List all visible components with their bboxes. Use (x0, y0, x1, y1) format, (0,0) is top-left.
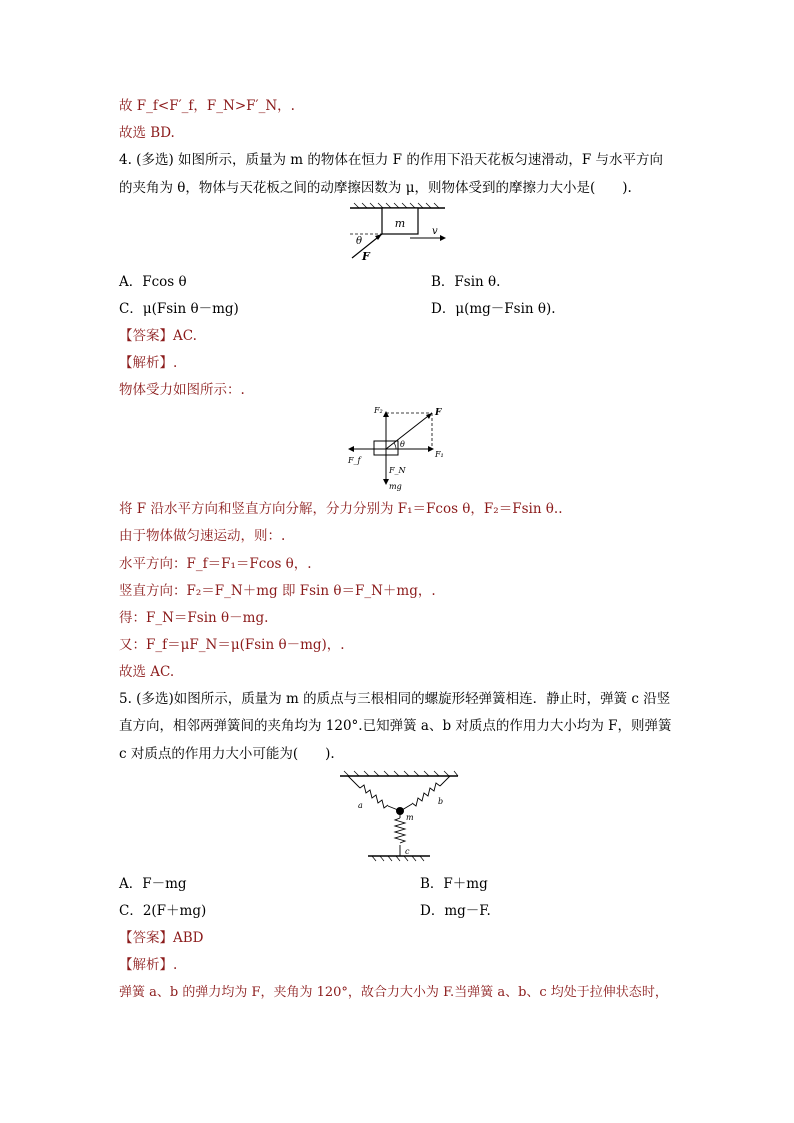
q4-option-c: C．μ(Fsin θ－mg) (119, 301, 239, 317)
fig2-f1-label: F₁ (435, 450, 444, 459)
fig3-b-label: b (438, 797, 444, 806)
q5-option-b: B．F＋mg (420, 876, 488, 892)
question-4-text-2: 的夹角为 θ，物体与天花板之间的动摩擦因数为 μ，则物体受到的摩擦力大小是( ). (119, 180, 632, 196)
fig1-m-label: m (394, 217, 406, 230)
explanation-4-line-8: 故选 AC. (119, 664, 175, 680)
explanation-4-line-6: 得：F_N＝Fsin θ－mg. (119, 610, 269, 626)
explanation-4-line-4: 水平方向：F_f＝F₁＝Fcos θ，. (119, 556, 312, 572)
q5-option-c: C．2(F＋mg) (119, 903, 207, 919)
explanation-4-heading: 【解析】. (119, 355, 178, 371)
explanation-4-line-3: 由于物体做匀速运动，则：. (119, 528, 286, 544)
answer-4: 【答案】AC. (119, 328, 197, 344)
question-5-text-3: c 对质点的作用力大小可能为( ). (119, 746, 335, 762)
line-choice-bd: 故选 BD. (119, 125, 175, 141)
q4-option-d: D．μ(mg－Fsin θ). (431, 301, 556, 317)
question-4-text-1: 4. (多选) 如图所示，质量为 m 的物体在恒力 F 的作用下沿天花板匀速滑动，F 与水平方向 (119, 152, 663, 168)
explanation-5-heading: 【解析】. (119, 957, 178, 973)
figure-block-ceiling (340, 200, 460, 270)
fig2-ff-label: F_f (348, 456, 361, 465)
explanation-4-line-1: 物体受力如图所示：. (119, 382, 245, 398)
figure-three-springs (330, 768, 470, 868)
fig1-v-label: v (432, 226, 438, 237)
question-5-text-1: 5. (多选)如图所示，质量为 m 的质点与三根相同的螺旋形轻弹簧相连．静止时，弹簧 c 沿竖 (119, 691, 671, 707)
q5-option-d: D．mg－F. (420, 903, 491, 919)
fig3-c-label: c (405, 847, 410, 856)
fig2-fn-label: F_N (389, 466, 406, 475)
q5-option-a: A．F－mg (119, 876, 187, 892)
explanation-4-line-5: 竖直方向：F₂＝F_N＋mg 即 Fsin θ＝F_N＋mg，. (119, 583, 436, 599)
answer-5: 【答案】ABD (119, 930, 204, 946)
fig3-a-label: a (358, 801, 363, 810)
figure-force-diagram (340, 403, 450, 493)
fig2-f-label: F (435, 408, 442, 418)
q4-option-a: A．Fcos θ (119, 274, 187, 290)
explanation-4-line-2: 将 F 沿水平方向和竖直方向分解，分力分别为 F₁＝Fcos θ，F₂＝Fsin θ.. (119, 501, 563, 517)
explanation-5-line-1: 弹簧 a、b 的弹力均为 F，夹角为 120°，故合力大小为 F.当弹簧 a、b、c 均处于拉伸状态时， (119, 985, 668, 1000)
q4-option-b: B．Fsin θ. (431, 274, 501, 290)
fig2-f2-label: F₂ (374, 406, 383, 415)
fig2-mg-label: mg (389, 482, 402, 491)
fig3-m-label: m (406, 813, 414, 822)
fig2-theta-label: θ (400, 440, 405, 449)
question-5-text-2: 直方向，相邻两弹簧间的夹角均为 120°.已知弹簧 a、b 对质点的作用力大小均为 F，则弹簧 (119, 718, 672, 734)
fig1-f-label: F (362, 250, 370, 263)
explanation-4-line-7: 又：F_f＝μF_N＝μ(Fsin θ－mg)，. (119, 637, 345, 653)
fig1-theta-label: θ (356, 236, 363, 247)
line-conclusion: 故 F_f<F′_f，F_N>F′_N，. (119, 98, 295, 114)
